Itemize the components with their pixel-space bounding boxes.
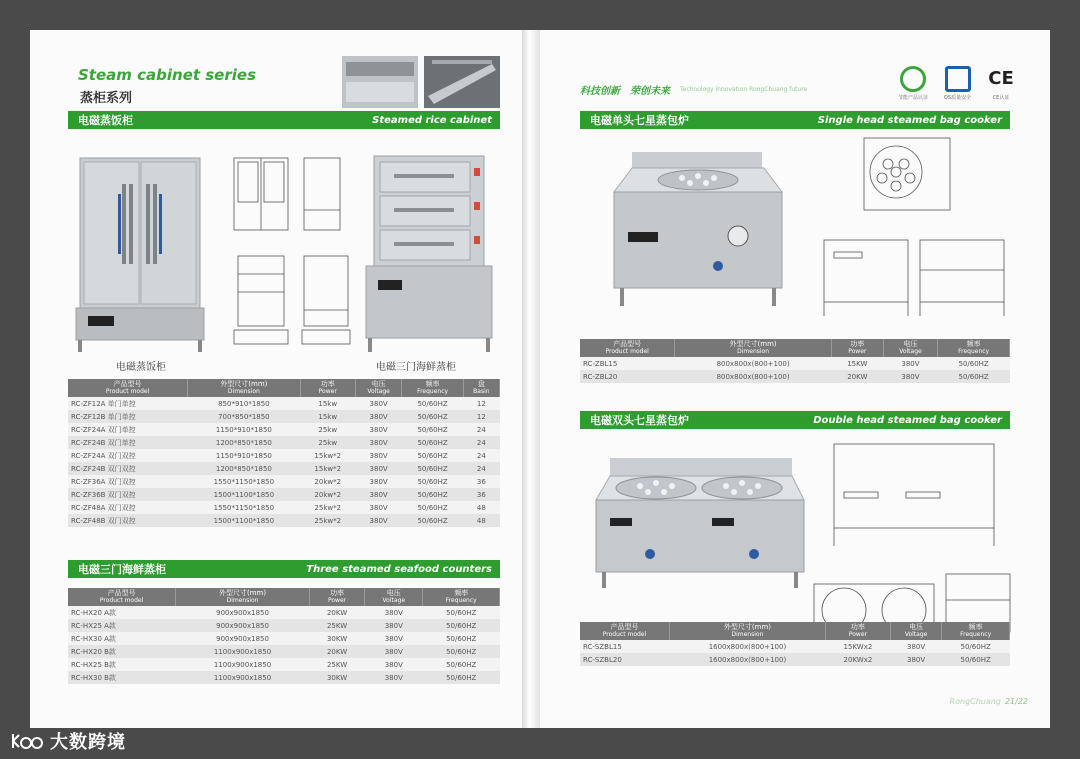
detail-photos bbox=[342, 56, 500, 108]
table-row bbox=[68, 462, 500, 475]
table-cell: 25KW bbox=[309, 658, 364, 671]
seafood-cabinet-photo bbox=[364, 154, 498, 354]
table-cell: 50/60HZ bbox=[938, 370, 1010, 383]
table-cell: 25kw bbox=[300, 423, 355, 436]
table-cell: RC-HX25 B款 bbox=[68, 658, 176, 671]
table-cell: 900x900x1850 bbox=[176, 619, 310, 632]
table-cell: 1150*910*1850 bbox=[188, 449, 300, 462]
table-cell: 50/60HZ bbox=[423, 606, 500, 619]
column-header-cn: 盘 bbox=[477, 380, 485, 388]
cert-ce bbox=[988, 66, 1014, 101]
column-header bbox=[669, 622, 825, 640]
column-header bbox=[890, 622, 941, 640]
column-header-cn: 电压 bbox=[386, 589, 401, 597]
table-cell: RC-HX25 A款 bbox=[68, 619, 176, 632]
table-cell: 800x800x(800+100) bbox=[675, 357, 832, 370]
table-cell: 1550*1150*1850 bbox=[188, 501, 300, 514]
table-cell: 24 bbox=[463, 462, 499, 475]
table-row bbox=[68, 410, 500, 423]
column-header-en: Frequency bbox=[417, 388, 449, 395]
table-cell: 48 bbox=[463, 514, 499, 527]
column-header-en: Dimension bbox=[226, 597, 259, 604]
table-cell: 50/60HZ bbox=[402, 475, 463, 488]
table-cell: 380V bbox=[365, 606, 423, 619]
table-cell: 1550*1150*1850 bbox=[188, 475, 300, 488]
column-header bbox=[300, 379, 355, 397]
table-cell: RC-HX20 B款 bbox=[68, 645, 176, 658]
table-cell: 380V bbox=[355, 423, 402, 436]
table-cell: 1150*910*1850 bbox=[188, 423, 300, 436]
column-header-en: Dimension bbox=[731, 631, 764, 638]
table-row bbox=[68, 632, 500, 645]
table-row bbox=[68, 488, 500, 501]
table-header-row bbox=[68, 588, 500, 606]
table-cell: RC-ZBL15 bbox=[580, 357, 675, 370]
table-cell: 380V bbox=[355, 501, 402, 514]
column-header bbox=[463, 379, 499, 397]
table-cell: 24 bbox=[463, 423, 499, 436]
section-title-en: Double head steamed bag cooker bbox=[813, 414, 1002, 426]
table-cell: 36 bbox=[463, 475, 499, 488]
table-cell: RC-ZF36A 双门双控 bbox=[68, 475, 188, 488]
spec-table-seafood-counters bbox=[68, 588, 500, 684]
column-header-cn: 频率 bbox=[966, 340, 981, 348]
table-cell: 20kw*2 bbox=[300, 488, 355, 501]
table-cell: RC-HX30 B款 bbox=[68, 671, 176, 684]
column-header-cn: 外型尺寸(mm) bbox=[723, 623, 771, 631]
table-cell: 1500*1100*1850 bbox=[188, 514, 300, 527]
single-head-cooker-photo bbox=[608, 148, 788, 308]
column-header bbox=[68, 379, 188, 397]
column-header-cn: 电压 bbox=[371, 380, 386, 388]
table-cell: 1200*850*1850 bbox=[188, 462, 300, 475]
column-header-cn: 产品型号 bbox=[613, 340, 642, 348]
table-header-row bbox=[580, 339, 1010, 357]
column-header-en: Frequency bbox=[958, 348, 990, 355]
table-cell: 30KW bbox=[309, 671, 364, 684]
page-number bbox=[950, 697, 1028, 706]
column-header-cn: 频率 bbox=[425, 380, 440, 388]
table-cell: 15KWx2 bbox=[825, 640, 890, 653]
table-row bbox=[580, 653, 1010, 666]
column-header bbox=[580, 339, 675, 357]
table-row bbox=[68, 658, 500, 671]
table-cell: 30KW bbox=[309, 632, 364, 645]
left-page bbox=[30, 30, 522, 728]
table-cell: 50/60HZ bbox=[938, 357, 1010, 370]
table-cell: 12 bbox=[463, 410, 499, 423]
table-cell: 380V bbox=[355, 475, 402, 488]
caption-rice-cabinet: 电磁蒸饭柜 bbox=[116, 362, 166, 373]
table-row bbox=[68, 501, 500, 514]
column-header bbox=[188, 379, 300, 397]
table-cell: 25kw*2 bbox=[300, 501, 355, 514]
slogan-en: Technology innovation RongChuang future bbox=[680, 86, 808, 93]
column-header bbox=[942, 622, 1010, 640]
table-cell: RC-HX30 A款 bbox=[68, 632, 176, 645]
column-header bbox=[402, 379, 463, 397]
table-cell: 50/60HZ bbox=[423, 671, 500, 684]
spec-table-rice-cabinet bbox=[68, 379, 500, 527]
table-cell: 50/60HZ bbox=[423, 632, 500, 645]
table-cell: 1100x900x1850 bbox=[176, 671, 310, 684]
table-cell: 380V bbox=[890, 640, 941, 653]
table-row bbox=[580, 370, 1010, 383]
table-row bbox=[68, 606, 500, 619]
column-header-en: Product model bbox=[602, 631, 647, 638]
column-header bbox=[580, 622, 669, 640]
double-head-cooker-photo bbox=[592, 450, 808, 590]
table-cell: 380V bbox=[355, 449, 402, 462]
section-title-en: Steamed rice cabinet bbox=[372, 114, 492, 126]
column-header-en: Voltage bbox=[382, 597, 406, 604]
section-title-en: Three steamed seafood counters bbox=[306, 563, 492, 575]
table-cell: RC-ZF24B 双门单控 bbox=[68, 436, 188, 449]
table-cell: 15kw*2 bbox=[300, 449, 355, 462]
table-row bbox=[68, 397, 500, 410]
column-header-cn: 频率 bbox=[968, 623, 983, 631]
table-cell: 1500*1100*1850 bbox=[188, 488, 300, 501]
table-cell: 50/60HZ bbox=[402, 397, 463, 410]
spec-table-single-head bbox=[580, 339, 1010, 383]
table-cell: 15kw bbox=[300, 410, 355, 423]
table-cell: 900x900x1850 bbox=[176, 606, 310, 619]
slogan-cn: 科技创新 荣创未来 bbox=[580, 86, 670, 97]
qs-cert-icon bbox=[945, 66, 971, 92]
section-title-cn: 电磁单头七星蒸包炉 bbox=[590, 114, 689, 127]
table-cell: 15KW bbox=[831, 357, 883, 370]
table-cell: 380V bbox=[883, 357, 937, 370]
cert-label: CE认证 bbox=[992, 95, 1010, 101]
column-header-en: Power bbox=[318, 388, 337, 395]
column-header bbox=[423, 588, 500, 606]
column-header-en: Dimension bbox=[737, 348, 770, 355]
table-cell: 900x900x1850 bbox=[176, 632, 310, 645]
table-cell: RC-ZF12A 单门单控 bbox=[68, 397, 188, 410]
section-bar-seafood-counters bbox=[68, 560, 500, 578]
table-cell: RC-ZF48B 双门双控 bbox=[68, 514, 188, 527]
table-cell: RC-ZBL20 bbox=[580, 370, 675, 383]
section-title-cn: 电磁三门海鲜蒸柜 bbox=[78, 563, 166, 576]
section-title-en: Single head steamed bag cooker bbox=[817, 114, 1002, 126]
table-cell: 50/60HZ bbox=[402, 449, 463, 462]
column-header-cn: 外型尺寸(mm) bbox=[220, 380, 268, 388]
table-cell: RC-ZF24B 双门双控 bbox=[68, 462, 188, 475]
k100-logo-icon bbox=[10, 731, 44, 751]
table-cell: 380V bbox=[355, 410, 402, 423]
section-bar-rice-cabinet bbox=[68, 111, 500, 129]
section-title-cn: 电磁蒸饭柜 bbox=[78, 114, 133, 127]
column-header-cn: 电压 bbox=[909, 623, 924, 631]
table-cell: 24 bbox=[463, 449, 499, 462]
table-row bbox=[68, 449, 500, 462]
table-cell: 380V bbox=[365, 658, 423, 671]
column-header bbox=[68, 588, 176, 606]
table-cell: 50/60HZ bbox=[423, 658, 500, 671]
column-header-en: Frequency bbox=[445, 597, 477, 604]
column-header-cn: 功率 bbox=[330, 589, 345, 597]
table-cell: 50/60HZ bbox=[402, 501, 463, 514]
table-cell: 50/60HZ bbox=[402, 423, 463, 436]
table-cell: RC-ZF12B 单门单控 bbox=[68, 410, 188, 423]
table-cell: 380V bbox=[883, 370, 937, 383]
table-cell: 1600x800x(800+100) bbox=[669, 640, 825, 653]
column-header-cn: 频率 bbox=[454, 589, 469, 597]
column-header-cn: 产品型号 bbox=[107, 589, 136, 597]
table-cell: 1600x800x(800+100) bbox=[669, 653, 825, 666]
watermark-text: 大数跨境 bbox=[50, 732, 126, 753]
cert-label: QS质量安全 bbox=[944, 95, 972, 101]
table-cell: 20KW bbox=[831, 370, 883, 383]
column-header-en: Product model bbox=[99, 597, 144, 604]
section-title-cn: 电磁双头七星蒸包炉 bbox=[590, 414, 689, 427]
column-header-cn: 外型尺寸(mm) bbox=[218, 589, 267, 597]
column-header-en: Voltage bbox=[367, 388, 390, 395]
table-cell: 380V bbox=[355, 488, 402, 501]
table-cell: RC-ZF24A 双门双控 bbox=[68, 449, 188, 462]
cert-energy-saving bbox=[898, 66, 928, 101]
energy-saving-cert-icon bbox=[900, 66, 926, 92]
column-header-cn: 功率 bbox=[320, 380, 335, 388]
table-cell: 20KW bbox=[309, 645, 364, 658]
table-row bbox=[580, 640, 1010, 653]
table-cell: 800x800x(800+100) bbox=[675, 370, 832, 383]
section-bar-single-head bbox=[580, 111, 1010, 129]
table-cell: 380V bbox=[365, 632, 423, 645]
table-cell: 50/60HZ bbox=[402, 488, 463, 501]
table-cell: 15kw*2 bbox=[300, 462, 355, 475]
series-title-en: Steam cabinet series bbox=[78, 66, 257, 84]
rice-cabinet-drawings bbox=[226, 150, 358, 350]
column-header-en: Power bbox=[327, 597, 347, 604]
table-cell: 25KW bbox=[309, 619, 364, 632]
double-head-drawings bbox=[810, 436, 1014, 642]
table-cell: RC-SZBL20 bbox=[580, 653, 669, 666]
table-header-row bbox=[580, 622, 1010, 640]
column-header-en: Power bbox=[848, 631, 867, 638]
table-cell: RC-ZF36B 双门双控 bbox=[68, 488, 188, 501]
caption-seafood-cabinet: 电磁三门海鲜蒸柜 bbox=[376, 362, 456, 373]
section-bar-double-head bbox=[580, 411, 1010, 429]
series-title-cn: 蒸柜系列 bbox=[80, 91, 133, 106]
watermark bbox=[10, 728, 126, 754]
table-row bbox=[68, 645, 500, 658]
table-cell: 380V bbox=[355, 462, 402, 475]
column-header-cn: 产品型号 bbox=[610, 623, 639, 631]
table-cell: 700*850*1850 bbox=[188, 410, 300, 423]
table-cell: 380V bbox=[365, 619, 423, 632]
table-cell: RC-HX20 A款 bbox=[68, 606, 176, 619]
column-header bbox=[938, 339, 1010, 357]
table-cell: 50/60HZ bbox=[423, 645, 500, 658]
table-cell: RC-ZF48A 双门双控 bbox=[68, 501, 188, 514]
table-row bbox=[68, 475, 500, 488]
right-page bbox=[540, 30, 1050, 728]
table-row bbox=[580, 357, 1010, 370]
table-row bbox=[68, 619, 500, 632]
column-header bbox=[883, 339, 937, 357]
page-brand: RongChuang bbox=[949, 697, 1001, 706]
table-row bbox=[68, 423, 500, 436]
table-cell: 12 bbox=[463, 397, 499, 410]
column-header-cn: 电压 bbox=[903, 340, 918, 348]
table-cell: 50/60HZ bbox=[942, 653, 1010, 666]
column-header-en: Voltage bbox=[904, 631, 928, 638]
table-header-row bbox=[68, 379, 500, 397]
column-header bbox=[365, 588, 423, 606]
table-cell: RC-SZBL15 bbox=[580, 640, 669, 653]
column-header bbox=[825, 622, 890, 640]
book-spine bbox=[522, 30, 540, 728]
table-cell: 1100x900x1850 bbox=[176, 645, 310, 658]
table-cell: 50/60HZ bbox=[942, 640, 1010, 653]
table-cell: 850*910*1850 bbox=[188, 397, 300, 410]
table-cell: 380V bbox=[890, 653, 941, 666]
column-header-en: Power bbox=[848, 348, 867, 355]
column-header-en: Product model bbox=[105, 388, 150, 395]
table-cell: 380V bbox=[365, 645, 423, 658]
table-cell: 50/60HZ bbox=[423, 619, 500, 632]
table-cell: 20KWx2 bbox=[825, 653, 890, 666]
table-cell: 20KW bbox=[309, 606, 364, 619]
column-header-en: Basin bbox=[473, 388, 490, 395]
table-cell: 50/60HZ bbox=[402, 462, 463, 475]
table-cell: 380V bbox=[355, 397, 402, 410]
table-cell: 24 bbox=[463, 436, 499, 449]
table-cell: 36 bbox=[463, 488, 499, 501]
table-cell: 20kw*2 bbox=[300, 475, 355, 488]
table-cell: 25kw bbox=[300, 436, 355, 449]
table-row bbox=[68, 436, 500, 449]
table-cell: 1100x900x1850 bbox=[176, 658, 310, 671]
column-header bbox=[355, 379, 402, 397]
table-cell: 380V bbox=[355, 436, 402, 449]
column-header-en: Dimension bbox=[227, 388, 260, 395]
table-cell: 50/60HZ bbox=[402, 410, 463, 423]
column-header bbox=[831, 339, 883, 357]
table-cell: 380V bbox=[355, 514, 402, 527]
table-cell: RC-ZF24A 双门单控 bbox=[68, 423, 188, 436]
cert-qs bbox=[944, 66, 971, 101]
column-header-en: Product model bbox=[605, 348, 649, 355]
column-header bbox=[309, 588, 364, 606]
cert-label: 节能产品认证 bbox=[898, 95, 929, 101]
table-cell: 15kw bbox=[300, 397, 355, 410]
ce-cert-icon: CE bbox=[988, 68, 1014, 89]
page-number-value: 21/22 bbox=[1004, 697, 1028, 706]
table-cell: 1200*850*1850 bbox=[188, 436, 300, 449]
rice-cabinet-photo bbox=[74, 154, 206, 354]
column-header-cn: 产品型号 bbox=[113, 380, 142, 388]
column-header bbox=[176, 588, 310, 606]
column-header-en: Voltage bbox=[899, 348, 922, 355]
table-row bbox=[68, 671, 500, 684]
column-header-cn: 功率 bbox=[850, 340, 865, 348]
spec-table-double-head bbox=[580, 622, 1010, 666]
table-cell: 25kw*2 bbox=[300, 514, 355, 527]
single-head-drawings bbox=[816, 130, 1012, 330]
column-header-cn: 外型尺寸(mm) bbox=[729, 340, 777, 348]
column-header-cn: 功率 bbox=[850, 623, 865, 631]
table-row bbox=[68, 514, 500, 527]
column-header bbox=[675, 339, 832, 357]
table-cell: 48 bbox=[463, 501, 499, 514]
column-header-en: Frequency bbox=[960, 631, 992, 638]
table-cell: 50/60HZ bbox=[402, 514, 463, 527]
table-cell: 50/60HZ bbox=[402, 436, 463, 449]
table-cell: 380V bbox=[365, 671, 423, 684]
